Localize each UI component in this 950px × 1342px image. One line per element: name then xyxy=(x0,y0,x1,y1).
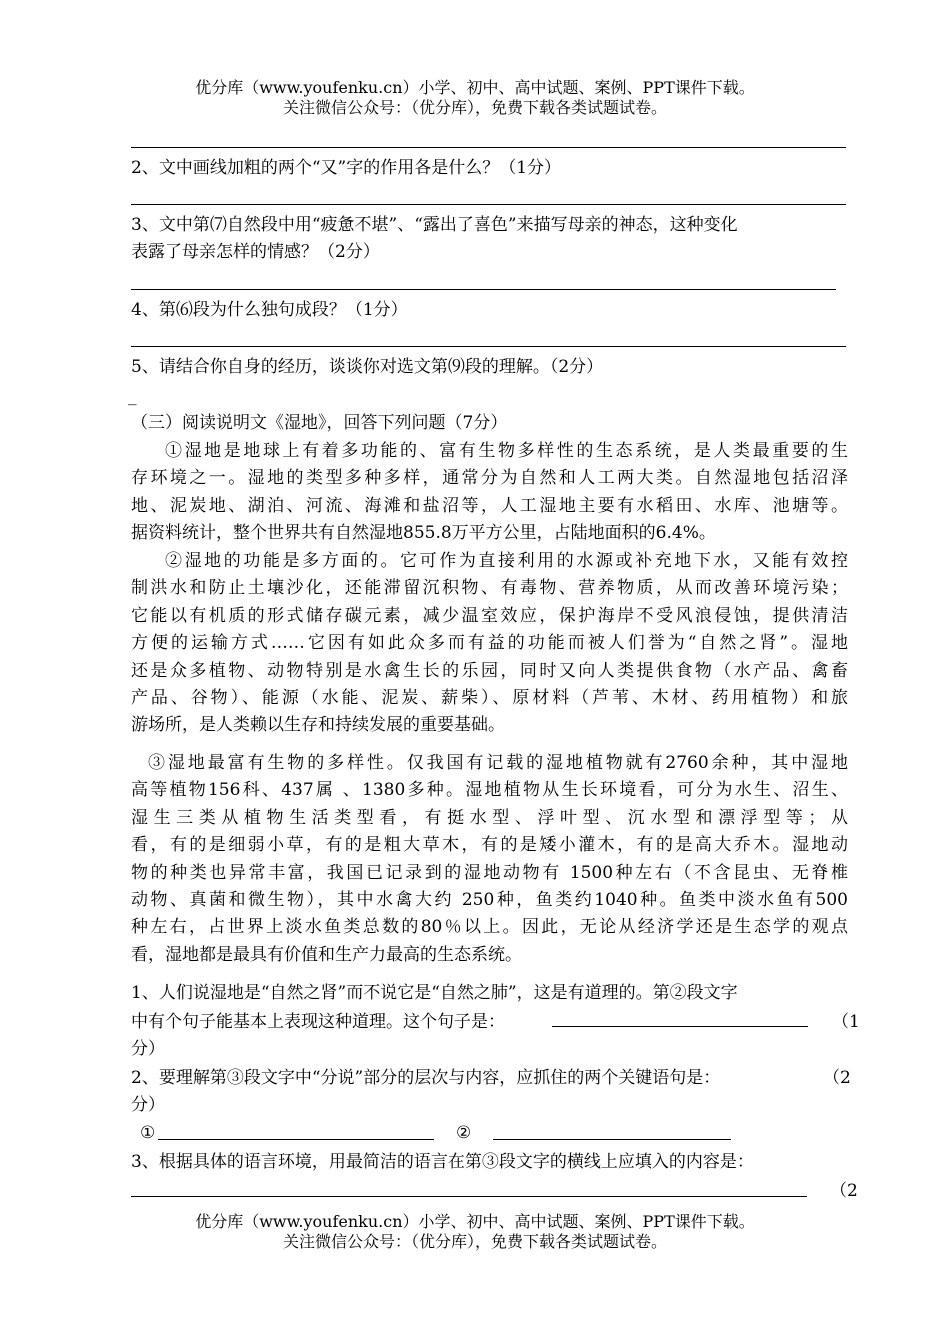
answer-blank-q3[interactable] xyxy=(131,1196,807,1197)
paragraph-line: ③湿地最富有生物的多样性。仅我国有记载的湿地植物就有2760余种，其中湿地 xyxy=(148,753,848,773)
site-header-line2: 关注微信公众号：（优分库），免费下载各类试题试卷。 xyxy=(282,98,667,117)
answer-line xyxy=(131,346,846,347)
paragraph-line: 方便的运输方式……它因有如此众多而有益的功能而被人们誉为“自然之肾”。湿地 xyxy=(131,633,848,654)
paragraph-line: 据资料统计，整个世界共有自然湿地855.8万平方公里，占陆地面积的6.4%。 xyxy=(131,523,716,544)
paragraph-line: 物的种类也异常丰富，我国已记录到的湿地动物有 1500种左右（不含昆虫、无脊椎 xyxy=(131,862,848,883)
site-footer-line2: 关注微信公众号：（优分库），免费下载各类试题试卷。 xyxy=(282,1232,667,1251)
answer-blank-1[interactable] xyxy=(158,1139,434,1140)
answer-line xyxy=(131,147,846,148)
score-label: （2 xyxy=(830,1181,858,1201)
site-header-line1: 优分库（www.youfenku.cn）小学、初中、高中试题、案例、PPT课件下载。 xyxy=(195,78,755,97)
answer-line xyxy=(131,289,836,290)
paragraph-3 xyxy=(131,750,848,969)
paragraph-line: ②湿地的功能是多方面的。它可作为直接利用的水源或补充地下水，又能有效控 xyxy=(165,551,848,571)
paragraph-2 xyxy=(131,548,848,740)
paragraph-line: 它能以有机质的形式储存碳元素，减少温室效应，保护海岸不受风浪侵蚀，提供清洁 xyxy=(131,605,848,626)
paragraph-line: 看，湿地都是最具有价值和生产力最高的生态系统。 xyxy=(131,944,522,965)
question-3-line1: 3、文中第⑺自然段中用“疲惫不堪”、“露出了喜色”来描写母亲的神态，这种变化 xyxy=(131,215,738,235)
paragraph-line: 湿生三类从植物生活类型看，有挺水型、浮叶型、沉水型和漂浮型等；从 xyxy=(131,807,848,828)
answer-blank-q1[interactable] xyxy=(552,1026,808,1027)
paragraph-line: ①湿地是地球上有着多功能的、富有生物多样性的生态系统，是人类最重要的生 xyxy=(165,441,848,461)
answer-line xyxy=(131,204,846,205)
question-3-line2: 表露了母亲怎样的情感？（2分） xyxy=(131,242,380,262)
bottom-question-3-line1: 3、根据具体的语言环境，用最简洁的语言在第③段文字的横线上应填入的内容是： xyxy=(131,1152,754,1172)
question-5: 5、请结合你自身的经历，谈谈你对选文第⑼段的理解。（2分） xyxy=(131,357,604,377)
paragraph-line: 种左右，占世界上淡水鱼类总数的80％以上。因此，无论从经济学还是生态学的观点 xyxy=(131,917,848,938)
score-label: 分） xyxy=(131,1095,165,1115)
blank-label-1: ① xyxy=(140,1123,156,1143)
bottom-question-2-line1: 2、要理解第③段文字中“分说”部分的层次与内容，应抓住的两个关键语句是： xyxy=(131,1068,721,1088)
paragraph-line: 还是众多植物、动物特别是水禽生长的乐园，同时又向人类提供食物（水产品、禽畜 xyxy=(131,660,848,681)
paragraph-line: 地、泥炭地、湖泊、河流、海滩和盐沼等，人工湿地主要有水稻田、水库、池塘等。 xyxy=(131,495,848,516)
paragraph-line: 看，有的是细弱小草，有的是粗大草木，有的是矮小灌木，有的是高大乔木。湿地动 xyxy=(131,835,848,856)
paragraph-1 xyxy=(131,438,848,548)
paragraph-line: 产品、谷物）、能源（水能、泥炭、薪柴）、原材料（芦苇、木材、药用植物）和旅 xyxy=(131,687,848,708)
paragraph-line: 游场所，是人类赖以生存和持续发展的重要基础。 xyxy=(131,715,505,736)
stray-mark: _ xyxy=(128,386,137,406)
score-label: 分） xyxy=(131,1039,165,1059)
paragraph-line: 高等植物156科、437属 、1380多种。湿地植物从生长环境看，可分为水生、沼生、 xyxy=(131,780,848,801)
answer-blank-2[interactable] xyxy=(493,1139,731,1140)
blank-label-2: ② xyxy=(456,1123,472,1143)
paragraph-line: 制洪水和防止土壤沙化，还能滞留沉积物、有毒物、营养物质，从而改善环境污染； xyxy=(131,578,848,599)
score-label: （1 xyxy=(832,1012,860,1032)
paragraph-line: 动物、真菌和微生物），其中水禽大约 250种，鱼类约1040种。鱼类中淡水鱼有500 xyxy=(131,889,848,910)
section-3-title: （三）阅读说明文《湿地》，回答下列问题（7分） xyxy=(131,413,508,433)
paragraph-line: 存环境之一。湿地的类型多种多样，通常分为自然和人工两大类。自然湿地包括沼泽 xyxy=(131,468,848,489)
question-2: 2、文中画线加粗的两个“又”字的作用各是什么？（1分） xyxy=(131,158,562,178)
bottom-question-1-line1: 1、人们说湿地是“自然之肾”而不说它是“自然之肺”，这是有道理的。第②段文字 xyxy=(131,983,738,1003)
bottom-question-1-line2: 中有个句子能基本上表现这种道理。这个句子是： xyxy=(131,1012,505,1032)
score-label: （2 xyxy=(823,1068,851,1088)
site-footer-line1: 优分库（www.youfenku.cn）小学、初中、高中试题、案例、PPT课件下载。 xyxy=(195,1212,755,1231)
question-4: 4、第⑹段为什么独句成段？（1分） xyxy=(131,300,408,320)
